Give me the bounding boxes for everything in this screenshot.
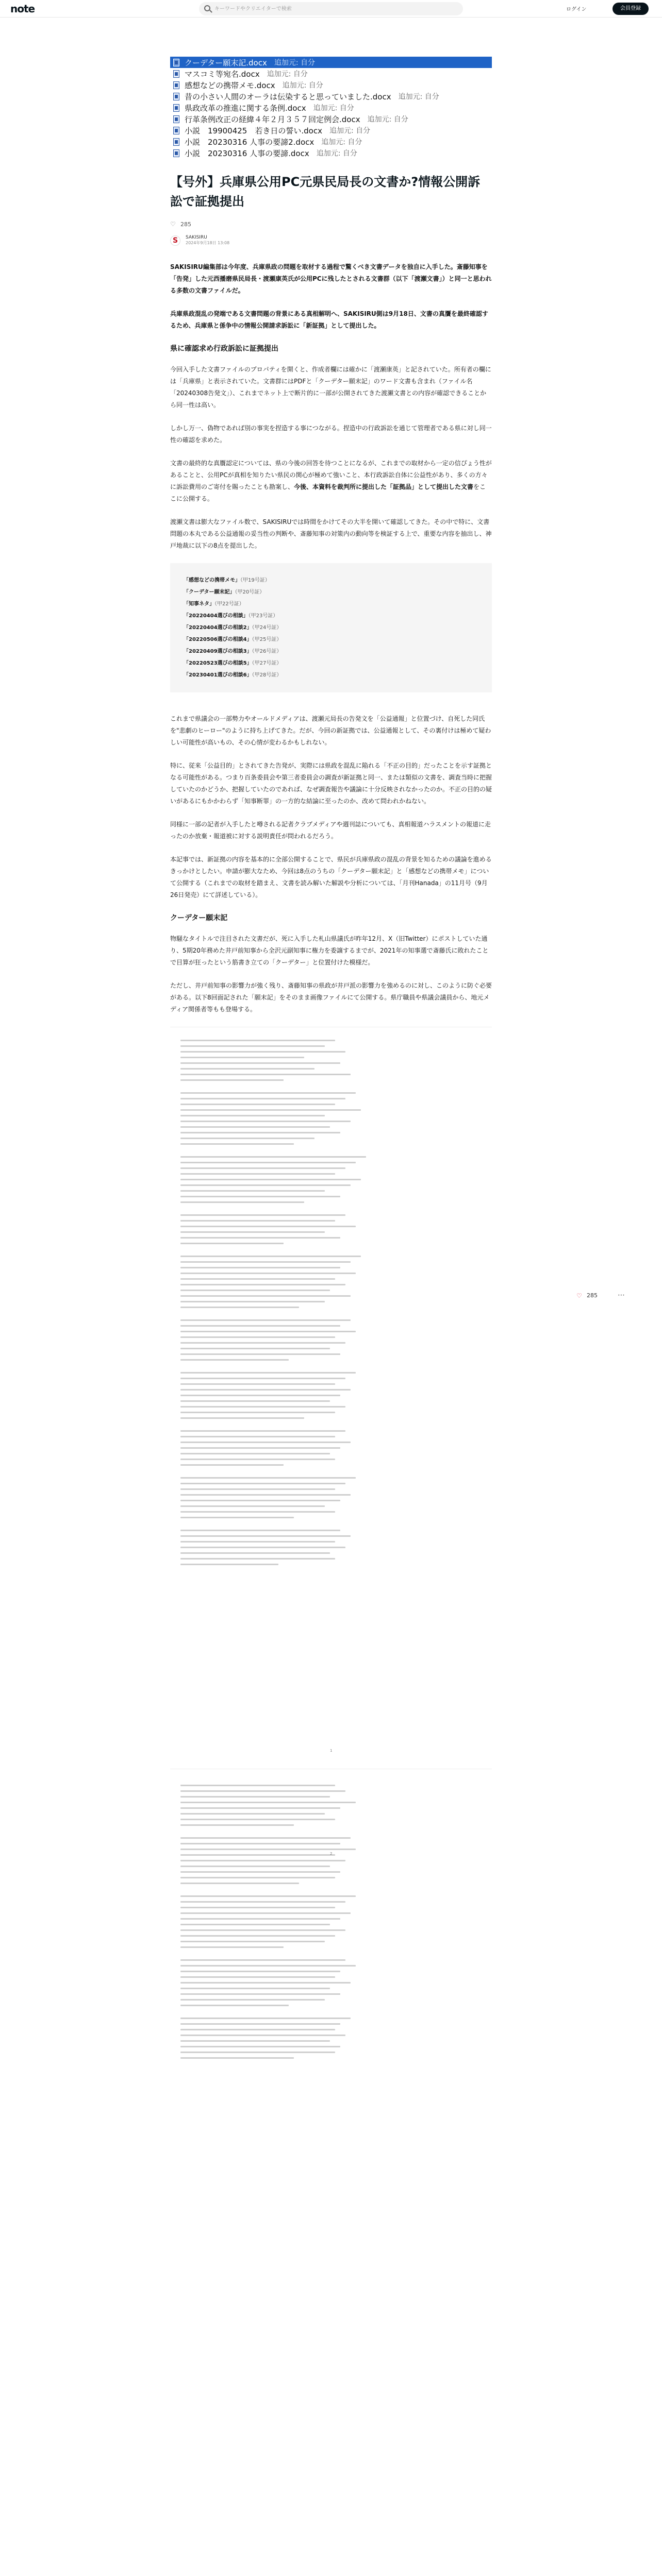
scan-text-line [180, 1971, 340, 1972]
scan-text-line [180, 1353, 340, 1355]
file-meta: 追加元: 自分 [398, 93, 439, 101]
paragraph-text: 文書の最終的な真贋認定については、県の今後の回答を待つことになるが、これまでの取材から一定の信ぴょう性があることと、公用PCが真相を知りたい県民の関心が極めて強いこと、本行政訴訟自体に公益性があり、多くの方々に訴訟費用のご寄付を賜ったことも勘案し、 [170, 460, 492, 490]
scan-text-line [180, 1162, 356, 1163]
word-file-icon [173, 70, 179, 78]
scan-text-line [180, 1395, 340, 1396]
evidence-name: 「20220523選びの相談5」 [184, 660, 252, 666]
list-item [184, 574, 478, 586]
scan-text-line [180, 1231, 325, 1233]
word-file-icon [173, 81, 179, 89]
evidence-name: 「20230401選びの相談6」 [184, 672, 252, 678]
scan-text-line [180, 1417, 304, 1419]
scan-text-line [180, 1412, 335, 1413]
scan-gap [180, 1085, 482, 1092]
scan-text-line [180, 1459, 335, 1460]
scan-text-line [180, 1214, 345, 1216]
scan-text-line [180, 1156, 366, 1158]
floating-like[interactable] [576, 1292, 598, 1299]
scan-text-line [180, 1988, 330, 1989]
scan-text-line [180, 1895, 356, 1897]
scan-text-line [180, 2035, 345, 2036]
section-heading: 県に確認求め行政訴訟に証拠提出 [170, 345, 278, 353]
file-row [170, 125, 492, 136]
file-name: クーデター願末記.docx [185, 58, 267, 67]
scan-text-line [180, 1807, 340, 1809]
scan-text-line [180, 1051, 345, 1053]
scan-text-line [180, 1138, 315, 1139]
scan-text-line [180, 1965, 356, 1967]
like-count: 285 [180, 221, 191, 228]
scan-text-line [180, 1883, 299, 1884]
scan-text-line [180, 1999, 325, 2001]
scan-text-line [180, 1068, 315, 1070]
scan-text-line [180, 1062, 340, 1064]
file-meta: 追加元: 自分 [313, 104, 354, 112]
scan-text-line [180, 1483, 345, 1484]
evidence-name: 「知事ネタ」 [184, 601, 214, 607]
scan-gap [180, 1312, 482, 1319]
scan-text-line [180, 1488, 335, 1490]
scan-text-line [180, 1307, 299, 1308]
scan-text-line [180, 1535, 351, 1537]
file-row [170, 102, 492, 113]
scan-text-line [180, 1267, 340, 1268]
scan-text-line [180, 1941, 325, 1942]
scan-text-line [180, 1547, 345, 1548]
scan-text-line [180, 1220, 335, 1222]
file-meta: 追加元: 自分 [321, 138, 362, 146]
file-name: 小説 20230316 人事の要諦2.docx [185, 137, 315, 147]
scan-text-line [180, 1109, 361, 1111]
page-number: 1 [330, 1749, 333, 1753]
file-row [170, 68, 492, 79]
paragraph [170, 261, 492, 297]
scan-gap [180, 1952, 482, 1959]
note-logo[interactable]: note [10, 3, 35, 15]
lead-text-2: 兵庫県政混乱の発端である文書問題の背景にある真相解明へ、SAKISIRU側は9月18日、文書の真贋を最終確認するため、兵庫県と係争中の情報公開請求訴訟に「新証拠」として提出した。 [170, 310, 488, 329]
file-name: 行革条例改正の経緯４年２月３５７回定例会.docx [185, 114, 360, 124]
scan-text-line [180, 1121, 351, 1122]
word-file-icon [173, 115, 179, 123]
scan-gap [180, 1888, 482, 1895]
scan-text-line [180, 1877, 335, 1878]
like-row [170, 219, 492, 229]
file-name: 小説 19900425 若き日の誓い.docx [185, 126, 322, 135]
scan-text-line [180, 1500, 340, 1501]
author-block[interactable] [170, 235, 492, 246]
scan-text-line [180, 1912, 351, 1914]
search-input[interactable] [214, 4, 457, 14]
paragraph: ただし、井戸前知事の影響力が強く残り、斎藤知事の県政が井戸派の影響力を強めるのに対し、このように防ぐ必要がある。以下8回面記された「願末記」をそのまま画像ファイルにて公開する。県庁職員や県議会議員から、地元メディア関係者等もも登場する。 [170, 982, 492, 1013]
scan-text-line [180, 1505, 325, 1507]
floating-like-count: 285 [587, 1292, 598, 1299]
share-icon[interactable]: ⋯ [618, 1291, 625, 1299]
scan-text-line [180, 1843, 340, 1844]
list-item [184, 586, 478, 598]
scan-text-line [180, 1256, 361, 1257]
evidence-name: 「クーデター願末記」 [184, 589, 235, 595]
scan-text-line [180, 1190, 325, 1192]
author-name[interactable]: SAKISIRU [186, 235, 207, 240]
paragraph: これまで県議会の一部勢力やオールドメディアは、渡瀬元局長の告発文を「公益通報」と位置づけ、自死した同氏を"悲劇のヒーロー"のように持ち上げてきた。だが、今回の新証拠では、公益通報として、その裏付けは極めて疑わしい可能性が高いもの、その心情が変わるかもしれない。 [170, 715, 491, 746]
heart-icon[interactable]: ♡ [576, 1292, 582, 1299]
paragraph: 物騒なタイトルで注目された文書だが、死に入手した札山県議氏が昨年12月、X（旧Twitter）にポストしていた通り、5期20年務めた井戸前知事から全沢元副知事に権力を委譲するまでが、2021年の知事選で斎藤氏に敗れたことで目算が狂ったという筋書き立ての「クーデター」と位置付けた模様だ。 [170, 935, 489, 966]
word-file-icon [173, 59, 179, 66]
evidence-note: （甲25号証） [252, 637, 282, 642]
scan-gap [180, 1470, 482, 1477]
scan-text-line [180, 1430, 345, 1432]
evidence-note: （甲22号証） [214, 601, 244, 607]
paragraph-text: をここに公開する。 [170, 483, 486, 502]
scan-text-line [180, 1079, 284, 1081]
scan-text-line [180, 1796, 330, 1798]
evidence-note: （甲20号証） [235, 589, 265, 595]
scan-text-line [180, 1184, 351, 1186]
scan-text-line [180, 1541, 335, 1543]
scan-text-line [180, 1295, 351, 1297]
scan-text-line [180, 1372, 356, 1374]
scan-text-line [180, 1929, 345, 1931]
scan-text-line [180, 2040, 330, 2042]
scan-text-line [180, 1494, 351, 1496]
scan-text-line [180, 1406, 345, 1408]
scan-gap [180, 1149, 482, 1156]
scan-text-line [180, 1290, 330, 1291]
scan-text-line [180, 1331, 356, 1332]
evidence-name: 「20220404選びの相談」 [184, 613, 249, 619]
list-item [184, 598, 478, 610]
scan-text-line [180, 1866, 330, 1867]
scan-text-line [180, 1819, 335, 1820]
scan-text-line [180, 1511, 335, 1513]
scan-text-line [180, 1849, 356, 1850]
evidence-note: （甲26号証） [252, 649, 282, 654]
search-box[interactable] [199, 2, 463, 15]
file-row [170, 79, 492, 91]
evidence-name: 「20220404選びの相談2」 [184, 625, 252, 631]
scan-text-line [180, 1976, 335, 1978]
scan-text-line [180, 1319, 351, 1321]
scan-text-line [180, 1074, 351, 1075]
paragraph [170, 457, 492, 505]
scan-gap [180, 1522, 482, 1530]
scan-text-line [180, 1935, 335, 1937]
file-name: 感想などの携帯メモ.docx [185, 80, 275, 90]
scan-text-line [180, 1946, 284, 1948]
scan-text-line [180, 1143, 294, 1145]
file-name: 小説 20230316 人事の要諦.docx [185, 148, 309, 158]
site-header [0, 0, 662, 18]
file-meta: 追加元: 自分 [367, 115, 408, 124]
scan-text-line [180, 1447, 340, 1449]
scan-gap [180, 2063, 482, 2070]
word-file-icon [173, 127, 179, 134]
scan-text-line [180, 1237, 340, 1239]
lead-text: SAKISIRU編集部は今年度、兵庫県政の問題を取材する過程で驚くべき文書データを独自に入手した。斎藤知事を「告発」した元西播磨県民局長・渡瀬康英氏が公用PCに残したとされる文書群（以下「渡瀬文書」）と同一と思われる多数の文書ファイルだ。 [170, 263, 492, 294]
file-meta: 追加元: 自分 [267, 70, 308, 78]
file-row [170, 136, 492, 147]
scan-text-line [180, 1359, 289, 1361]
article-title: 【号外】兵庫県公用PC元県民局長の文書か?情報公開訴訟で証拠提出 [170, 175, 481, 209]
scan-text-line [180, 1901, 345, 1903]
scan-text-line [180, 1558, 335, 1560]
file-row [170, 113, 492, 125]
section-heading: クーデター願末記 [170, 914, 228, 922]
list-item [184, 657, 478, 669]
evidence-note: （甲19号証） [240, 578, 270, 583]
file-meta: 追加元: 自分 [316, 149, 357, 158]
scan-text-line [180, 1552, 330, 1554]
scan-gap [180, 1830, 482, 1837]
evidence-note: （甲27号証） [252, 660, 282, 666]
scan-text-line [180, 1400, 330, 1402]
scan-text-line [180, 2046, 340, 2047]
scan-text-line [180, 2018, 351, 2019]
scanned-document-image [170, 1769, 492, 2284]
scan-text-line [180, 1907, 335, 1908]
scan-gap [180, 1207, 482, 1214]
list-item [184, 669, 478, 681]
scan-text-line [180, 1284, 345, 1285]
evidence-list [170, 563, 492, 692]
scan-text-line [180, 1824, 294, 1826]
scan-text-line [180, 1389, 351, 1391]
scan-text-line [180, 1173, 335, 1175]
paragraph: 同様に一部の記者が入手したと噂される記者クラブメディアや週刊誌についても、真相報道ハラスメントの報道に走ったのか放棄・報道被に対する説明責任が問われるだろう。 [170, 821, 491, 840]
evidence-name: 「20220409選びの相談3」 [184, 649, 252, 654]
paragraph: 今回入手した文書ファイルのプロパティを開くと、作成者欄には確かに「渡瀬康英」と記されていた。所有者の欄には「兵庫県」と表示されていた。文書群にはPDFと「クーデター願末記」のワード文書も含まれ（ファイル名「20240308告発文」）、これまでネット上で断片的に一部が公開されてきた渡瀬文書との内容が確認できることから同一性は高い。 [170, 366, 491, 409]
scan-text-line [180, 1860, 345, 1861]
heart-icon[interactable]: ♡ [170, 221, 176, 228]
scan-text-line [180, 1436, 335, 1437]
search-icon [204, 5, 210, 11]
scan-text-line [180, 2052, 335, 2053]
scan-text-line [180, 1477, 356, 1479]
scan-text-line [180, 1348, 330, 1349]
scan-text-line [180, 1785, 335, 1786]
scan-text-line [180, 2005, 289, 2006]
scan-text-line [180, 2029, 335, 2030]
file-name: 県政改革の推進に関する条例.docx [185, 103, 306, 113]
scan-gap [180, 1569, 482, 1577]
scan-text-line [180, 1442, 351, 1443]
file-name: 昔の小さい人間のオーラは伝染すると思っていました.docx [185, 92, 391, 101]
scan-text-line [180, 1167, 345, 1169]
file-list-image [170, 57, 492, 159]
scan-text-line [180, 1517, 294, 1518]
file-row [170, 147, 492, 159]
evidence-name: 「感想などの携帯メモ」 [184, 578, 240, 583]
scan-text-line [180, 1959, 345, 1961]
evidence-note: （甲28号証） [252, 672, 282, 678]
scan-text-line [180, 1098, 345, 1099]
scan-text-line [180, 1278, 335, 1280]
file-meta: 追加元: 自分 [329, 127, 371, 135]
scan-text-line [180, 1464, 284, 1466]
scan-text-line [180, 2023, 340, 2025]
login-link[interactable]: ログイン [566, 7, 587, 12]
scan-text-line [180, 1802, 356, 1803]
scan-text-line [180, 1854, 335, 1856]
list-item [184, 622, 478, 634]
scan-text-line [180, 1383, 335, 1385]
word-file-icon [173, 93, 179, 100]
scan-text-line [180, 1104, 335, 1105]
list-item [184, 634, 478, 646]
scan-text-line [180, 1261, 351, 1263]
file-row [170, 91, 492, 102]
paragraph: 渡瀬文書は膨大なファイル数で、SAKISIRUでは時間をかけてその大半を開いて確認してきた。その中で特に、文書問題の本丸である公益通報の妥当性の判断や、斎藤知事の対策内の動向等を検証する上で、重要な内容を抽出し、神戸地裁に以下の8点を提出した。 [170, 518, 492, 549]
paragraph: 特に、従来「公益目的」とされてきた告発が、実際には県政を混乱に陥れる「不正の目的」だったことを示す証拠となる可能性がある。つまり百条委員会や第三者委員会の調査が新証拠と同一、または類似の文書を、調査当時に把握していたのかどうか、把握していたのであれば、なぜ調査報告や議論に十分反映されなかったのか。不正の目的の疑いがあるにもかかわらず「知事断罪」の一方的な結論に至ったのか、改めて問われかねない。 [170, 762, 492, 805]
scan-text-line [180, 1243, 284, 1244]
scan-text-line [180, 1453, 330, 1454]
scan-text-line [180, 1045, 325, 1047]
paragraph: しかし万一、偽物であれば別の事実を捏造する事につながる。捏造中の行政訴訟を通じて管理者である県に対し同一性の確認を求めた。 [170, 425, 492, 444]
scan-text-line [180, 1201, 304, 1203]
scan-text-line [180, 1564, 278, 1565]
scanned-document-image [170, 1027, 492, 1769]
scan-text-line [180, 1813, 325, 1815]
scan-text-line [180, 1115, 325, 1116]
scan-gap [180, 1248, 482, 1256]
scan-text-line [180, 1378, 345, 1379]
scan-text-line [180, 1226, 356, 1227]
avatar[interactable] [170, 235, 180, 246]
evidence-note: （甲24号証） [252, 625, 282, 631]
evidence-note: （甲23号証） [248, 613, 278, 619]
scan-gap [180, 2010, 482, 2018]
scan-gap [180, 1423, 482, 1430]
publish-date: 2024年9月18日 13:08 [186, 241, 230, 245]
scan-text-line [180, 1196, 340, 1197]
scan-text-line [180, 1040, 335, 1041]
file-meta: 追加元: 自分 [282, 81, 323, 90]
scan-text-line [180, 1342, 345, 1344]
scan-text-line [180, 1132, 340, 1133]
article [170, 57, 492, 2284]
scan-text-line [180, 1530, 340, 1531]
list-item [184, 646, 478, 657]
file-name: マスコミ等宛名.docx [185, 69, 260, 79]
file-meta: 追加元: 自分 [274, 59, 316, 67]
scan-text-line [180, 1126, 330, 1128]
evidence-name: 「20220506選びの相談4」 [184, 637, 252, 642]
scan-text-line [180, 1325, 340, 1327]
paragraph: 本記事では、新証拠の内容を基本的に全部公開することで、県民が兵庫県政の混乱の背景を知るための議論を進めるきっかけとしたい。申請が膨大なため、今回は8点のうちの「クーデター願末記」と「感想などの携帯メモ」について公開する（これまでの取材を踏まえ、文書を読み解いた解説や分析については、「月刊Hanada」の11月号（9月26日発売）にて詳述している）。 [170, 856, 492, 899]
word-file-icon [173, 149, 179, 157]
scan-gap [180, 1365, 482, 1372]
scan-text-line [180, 1837, 351, 1839]
scan-text-line [180, 1301, 325, 1302]
word-file-icon [173, 138, 179, 146]
scan-text-line [180, 2057, 294, 2059]
scan-text-line [180, 1918, 340, 1920]
scan-text-line [180, 1273, 356, 1274]
scan-text-line [180, 1982, 351, 1984]
paragraph [170, 308, 492, 332]
scan-text-line [180, 1336, 335, 1338]
page-number: 2 [330, 1852, 333, 1856]
word-file-icon [173, 104, 179, 112]
scan-text-line [180, 1790, 345, 1792]
scan-text-line [180, 1179, 361, 1180]
file-row [170, 57, 492, 68]
scan-text-line [180, 1993, 340, 1995]
article-body [170, 261, 492, 1015]
scan-text-line [180, 1871, 340, 1873]
list-item [184, 610, 478, 622]
scan-text-line [180, 1924, 330, 1925]
signup-button[interactable]: 会員登録 [613, 3, 649, 15]
scan-text-line [180, 1057, 304, 1058]
emphasis-text: 今後、本資料を裁判所に提出した「証拠品」として提出した文書 [294, 483, 474, 490]
scan-text-line [180, 1092, 356, 1094]
